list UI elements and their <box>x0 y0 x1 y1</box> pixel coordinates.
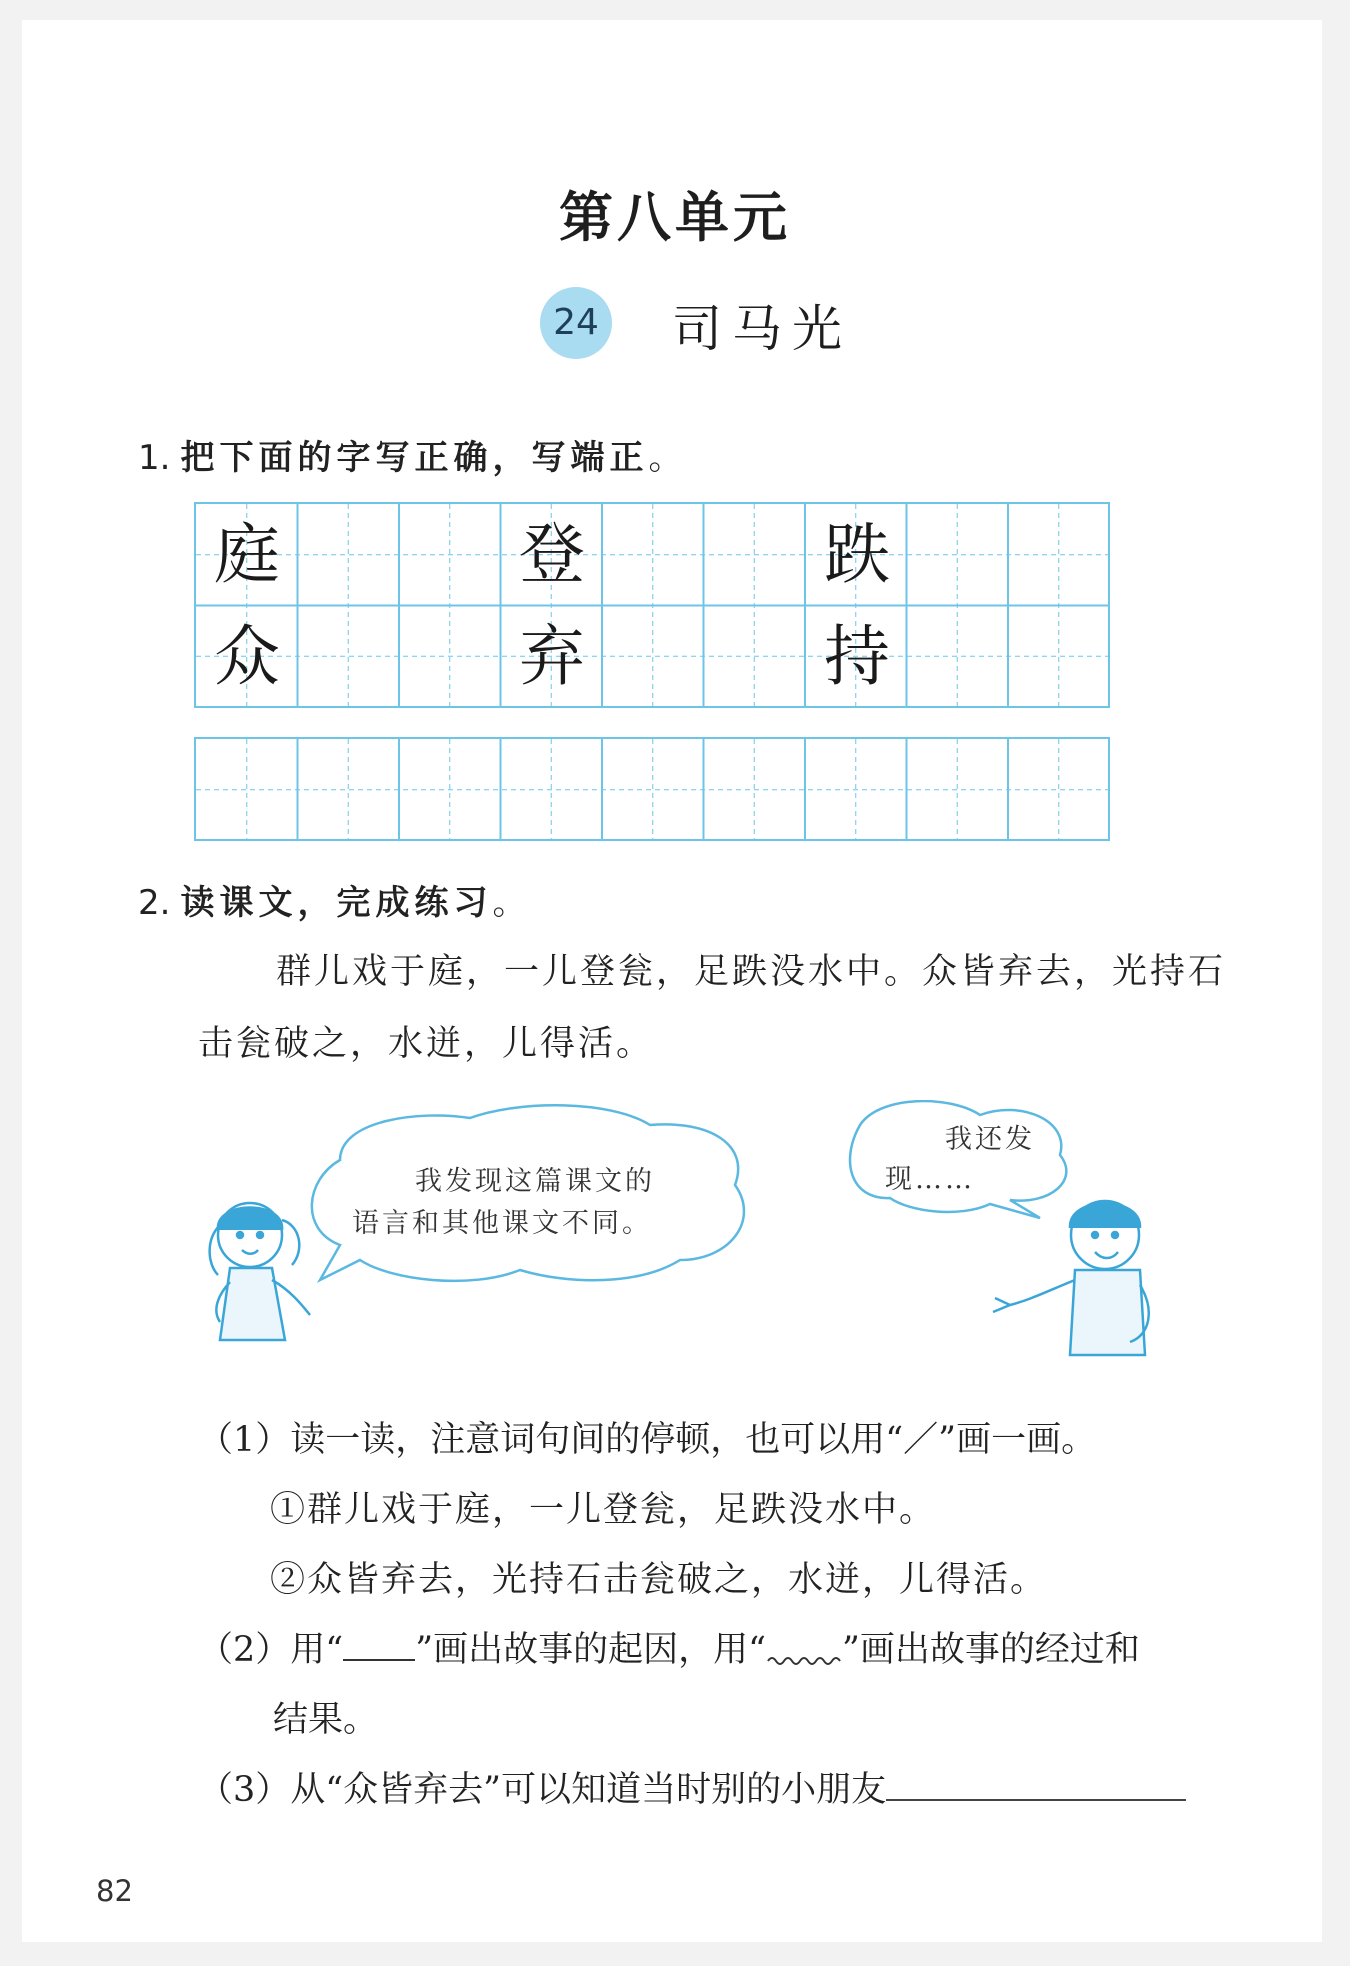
question-1-heading <box>138 430 682 479</box>
lesson-title: 司马光 <box>672 300 852 358</box>
question-1-instruction: 把下面的字写正确，写端正 <box>180 438 649 478</box>
subquestion-2-part-3: ”画出故事的经过和 <box>841 1630 1140 1670</box>
subquestion-1 <box>198 1412 1096 1462</box>
copy-grid-blank-lines <box>196 739 1112 843</box>
answer-blank-line[interactable] <box>886 1769 1186 1801</box>
girl-bubble-line-1: 我发现这篇课文的 <box>415 1166 655 1197</box>
grid-char-2: 登 <box>519 516 585 593</box>
question-2-heading <box>138 875 526 924</box>
subquestion-3 <box>198 1762 1186 1812</box>
subquestion-2-part-2: ”画出故事的起因，用“ <box>415 1630 766 1670</box>
girl-illustration <box>210 1203 310 1340</box>
illustration <box>190 1100 1190 1380</box>
question-2-end-mark: 。 <box>492 883 527 923</box>
grid-char-3: 跌 <box>824 516 890 593</box>
subquestion-2-part-1: 用“ <box>290 1630 344 1670</box>
subquestion-3-label: （3） <box>198 1770 291 1810</box>
page-number: 82 <box>96 1874 133 1908</box>
question-2-instruction: 读课文，完成练习 <box>180 883 493 923</box>
copy-grid-characters <box>194 502 1110 708</box>
question-1-end-mark: 。 <box>648 438 683 478</box>
grid-char-4: 众 <box>214 618 280 695</box>
lesson-number-badge: 24 <box>540 287 612 359</box>
subquestion-2 <box>198 1622 1140 1672</box>
straight-underline-symbol <box>343 1631 415 1661</box>
subquestion-3-text: 从“众皆弃去”可以知道当时别的小朋友 <box>290 1770 887 1810</box>
classical-passage: 群儿戏于庭，一儿登瓮，足跌没水中。众皆弃去，光持石击瓮破之，水迸，儿得活。 <box>198 952 1227 1064</box>
grid-char-5: 弃 <box>519 618 585 695</box>
subquestion-2-label: （2） <box>198 1630 291 1670</box>
question-2-number: 2. <box>138 883 171 923</box>
subquestion-1-text: 读一读，注意词句间的停顿，也可以用“／”画一画。 <box>290 1420 1097 1460</box>
subquestion-1-item-2: ②众皆弃去，光持石击瓮破之，水迸，儿得活。 <box>270 1560 1048 1600</box>
unit-title: 第八单元 <box>559 185 791 249</box>
wavy-underline-symbol <box>766 1637 842 1667</box>
subquestion-1-label: （1） <box>198 1420 291 1460</box>
girl-bubble-line-2: 语言和其他课文不同。 <box>352 1208 652 1239</box>
boy-illustration <box>993 1201 1149 1355</box>
boy-bubble-line-2: 现…… <box>885 1164 975 1195</box>
subquestion-1-item-1: ①群儿戏于庭，一儿登瓮，足跌没水中。 <box>270 1490 937 1530</box>
question-1-number: 1. <box>138 438 171 478</box>
grid-char-1: 庭 <box>214 516 280 593</box>
copy-grid-blank-row[interactable] <box>194 737 1110 841</box>
subquestion-2-part-4: 结果。 <box>273 1700 379 1740</box>
grid-char-6: 持 <box>824 618 890 695</box>
boy-bubble-line-1: 我还发 <box>945 1124 1035 1155</box>
copy-grid-lines <box>196 504 1112 710</box>
